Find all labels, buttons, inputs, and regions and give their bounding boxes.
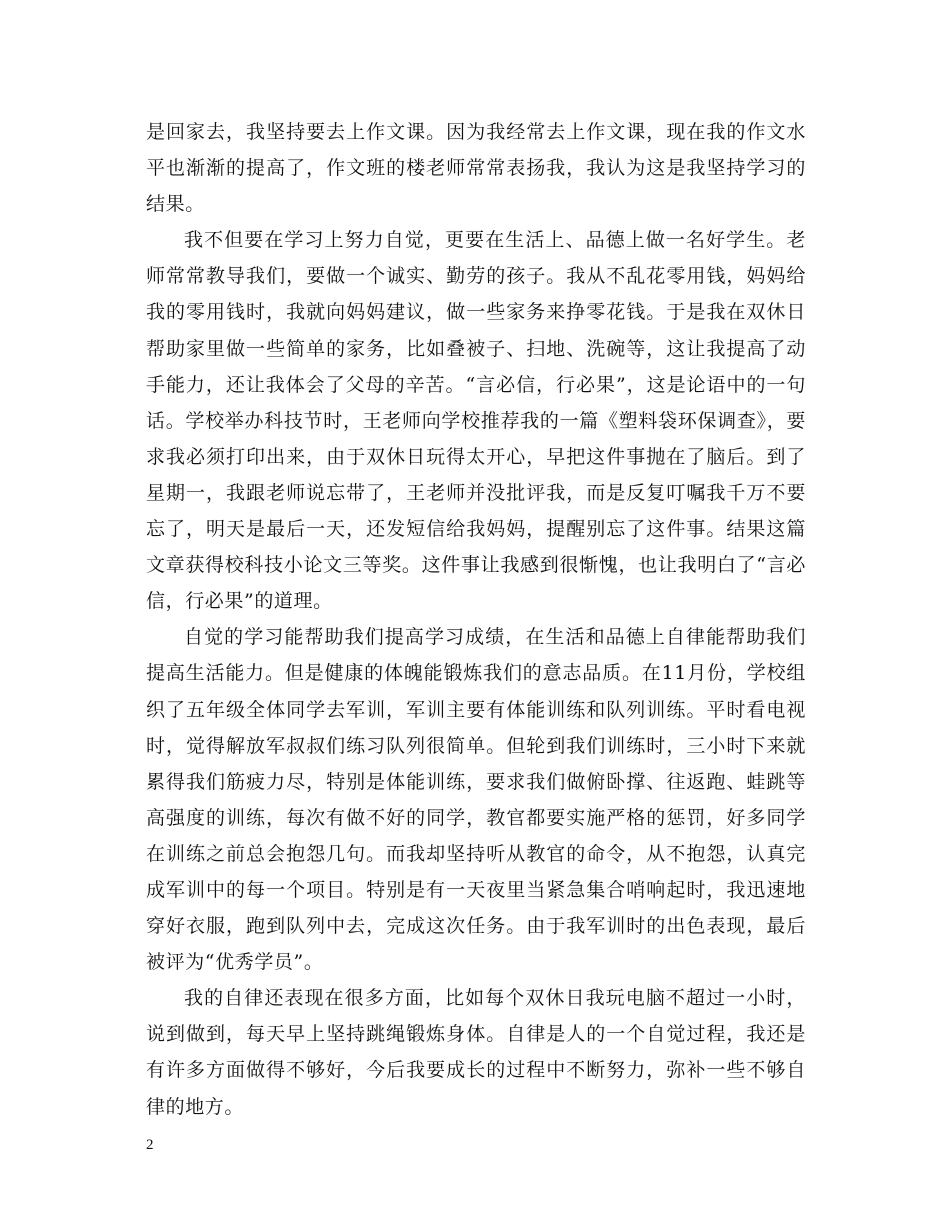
body-text xyxy=(146,114,806,1125)
paragraph-military-training: 自觉的学习能帮助我们提高学习成绩，在生活和品德上自律能帮助我们提高生活能力。但是健康的体魄能锻炼我们的意志品质。在11月份，学校组织了五年级全体同学去军训，军训主要有体能训练和队列训练。平时看电视时，觉得解放军叔叔们练习队列很简单。但轮到我们训练时，三小时下来就累得我们筋疲力尽，特别是体能训练，要求我们做俯卧撑、往返跑、蛙跳等高强度的训练，每次有做不好的同学，教官都要实施严格的惩罚，好多同学在训练之前总会抱怨几句。而我却坚持听从教官的命令，从不抱怨，认真完成军训中的每一个项目。特别是有一天夜里当紧急集合哨响起时，我迅速地穿好衣服，跑到队列中去，完成这次任务。由于我军训时的出色表现，最后被评为“优秀学员”。 xyxy=(146,626,806,974)
paragraph-self-discipline-life: 我不但要在学习上努力自觉，更要在生活上、品德上做一名好学生。老师常常教导我们，要做一个诚实、勤劳的孩子。我从不乱花零用钱，妈妈给我的零用钱时，我就向妈妈建议，做一些家务来挣零花钱。于是我在双休日帮助家里做一些简单的家务，比如叠被子、扫地、洗碗等，这让我提高了动手能力，还让我体会了父母的辛苦。“言必信，行必果”，这是论语中的一句话。学校举办科技节时，王老师向学校推荐我的一篇《塑料袋环保调查》，要求我必须打印出来，由于双休日玩得太开心，早把这件事抛在了脑后。到了星期一，我跟老师说忘带了，王老师并没批评我，而是反复叮嘱我千万不要忘了，明天是最后一天，还发短信给我妈妈，提醒别忘了这件事。结果这篇文章获得校科技小论文三等奖。这件事让我感到很惭愧，也让我明白了“言必信，行必果”的道理。 xyxy=(146,229,806,613)
paragraph-conclusion: 我的自律还表现在很多方面，比如每个双休日我玩电脑不超过一小时，说到做到，每天早上坚持跳绳锻炼身体。自律是人的一个自觉过程，我还是有许多方面做得不够好，今后我要成长的过程中不断努力，弥补一些不够自律的地方。 xyxy=(146,987,806,1118)
paragraph-continuation: 是回家去，我坚持要去上作文课。因为我经常去上作文课，现在我的作文水平也渐渐的提高了，作文班的楼老师常常表扬我，我认为这是我坚持学习的结果。 xyxy=(146,121,806,216)
page-number: 2 xyxy=(146,1137,154,1153)
